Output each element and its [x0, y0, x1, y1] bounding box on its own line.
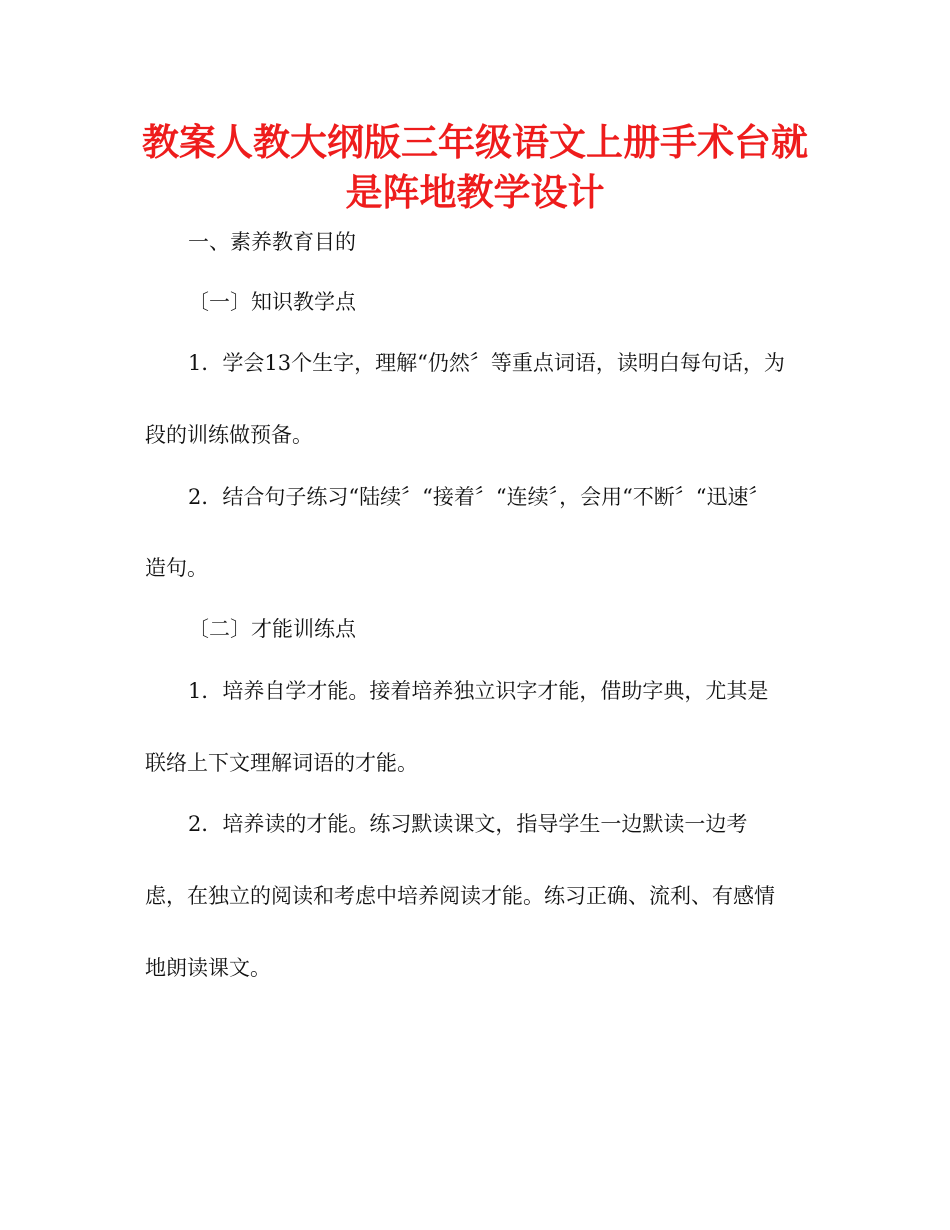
title-line-1: 教案人教大纲版三年级语文上册手术台就	[142, 121, 808, 164]
paragraph-line: 联络上下文理解词语的才能。	[145, 751, 418, 775]
title-line-2: 是阵地教学设计	[345, 171, 605, 214]
subsection-heading-skills: 〔二〕才能训练点	[188, 617, 356, 641]
subsection-heading-knowledge: 〔一〕知识教学点	[188, 290, 356, 314]
document-title	[120, 118, 830, 218]
paragraph-line: 造句。	[145, 556, 208, 580]
paragraph-line: 段的训练做预备。	[145, 423, 313, 447]
paragraph-line: 1．学会13个生字，理解“仍然〞等重点词语，读明白每句话，为	[188, 351, 785, 375]
paragraph-line: 2．培养读的才能。练习默读课文，指导学生一边默读一边考	[188, 812, 748, 836]
paragraph-line: 虑，在独立的阅读和考虑中培养阅读才能。练习正确、流利、有感情	[145, 884, 775, 908]
section-heading-goals: 一、素养教育目的	[188, 230, 356, 254]
paragraph-line: 地朗读课文。	[145, 956, 271, 980]
paragraph-line: 2．结合句子练习“陆续〞“接着〞“连续〞，会用“不断〞“迅速〞	[188, 485, 770, 509]
paragraph-line: 1．培养自学才能。接着培养独立识字才能，借助字典，尤其是	[188, 679, 769, 703]
